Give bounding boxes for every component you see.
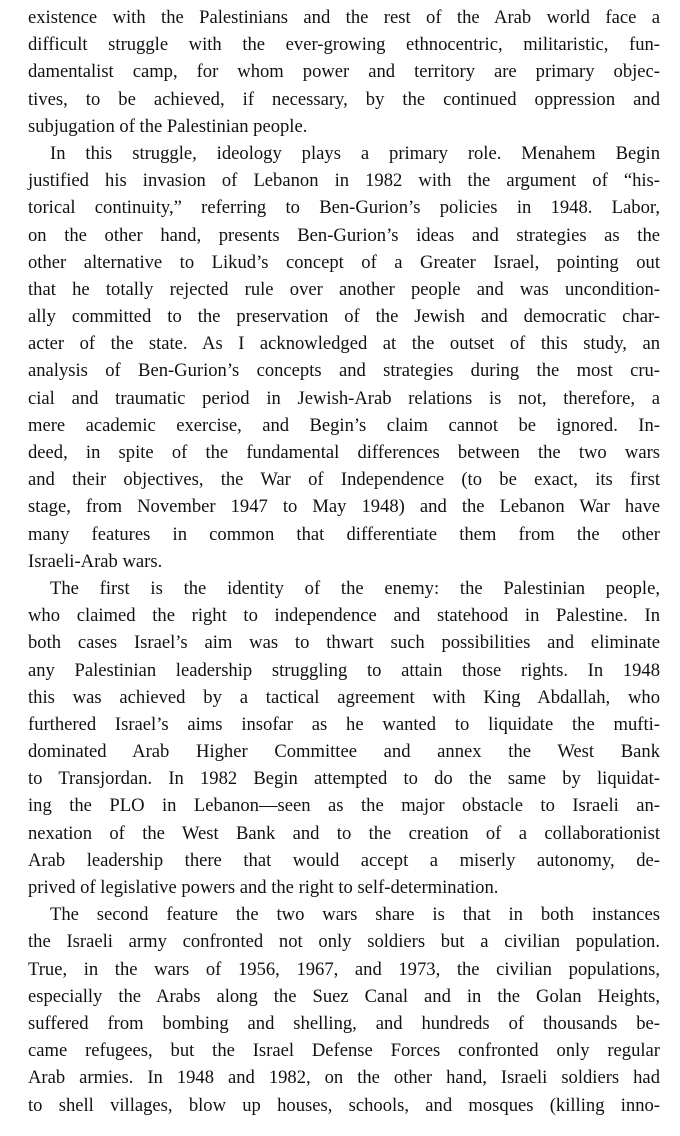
text-line: Arab leadership there that would accept a miserly autonomy, de- [28, 849, 660, 871]
text-line: existence with the Palestinians and the rest of the Arab world face a [28, 7, 660, 28]
text-line: deed, in spite of the fundamental differences between the two wars [28, 442, 660, 463]
text-line: True, in the wars of 1956, 1967, and 1973, the civilian populations, [28, 958, 660, 980]
text-line: subjugation of the Palestinian people. [28, 115, 308, 137]
text-line: cial and traumatic period in Jewish-Arab relations is not, therefore, a [28, 387, 660, 409]
paragraph-2 [28, 140, 660, 575]
text-line: Arab armies. In 1948 and 1982, on the other hand, Israeli soldiers had [28, 1067, 660, 1089]
text-line: In this struggle, ideology plays a primary role. Menahem Begin [50, 142, 660, 164]
text-line: prived of legislative powers and the right to self-determination. [28, 877, 499, 898]
text-line: tives, to be achieved, if necessary, by the continued oppression and [28, 88, 660, 110]
text-line: that he totally rejected rule over another people and was uncondition- [28, 278, 660, 300]
text-line: any Palestinian leadership struggling to attain those rights. In 1948 [28, 659, 660, 681]
text-line: came refugees, but the Israel Defense Forces confronted only regular [28, 1040, 660, 1062]
text-line: nexation of the West Bank and to the creation of a collaborationist [28, 822, 660, 844]
text-line: suffered from bombing and shelling, and hundreds of thousands be- [28, 1012, 660, 1034]
paragraph-1 [28, 4, 660, 140]
text-line: The second feature the two wars share is that in both instances [50, 904, 660, 926]
text-line: this was achieved by a tactical agreement with King Abdallah, who [28, 686, 660, 708]
text-line: difficult struggle with the ever-growing ethnocentric, militaristic, fun- [28, 34, 660, 56]
text-line: ally committed to the preservation of the Jewish and democratic char- [28, 306, 660, 328]
text-line: other alternative to Likud’s concept of a Greater Israel, pointing out [28, 251, 660, 273]
text-line: analysis of Ben-Gurion’s concepts and strategies during the most cru- [28, 360, 660, 382]
text-line: mere academic exercise, and Begin’s claim cannot be ignored. In- [28, 414, 660, 436]
text-line: furthered Israel’s aims insofar as he wanted to liquidate the mufti- [28, 713, 660, 735]
text-line: on the other hand, presents Ben-Gurion’s ideas and strategies as the [28, 224, 660, 246]
book-page [28, 4, 660, 1119]
text-line: both cases Israel’s aim was to thwart such possibilities and eliminate [28, 632, 660, 654]
text-line: to shell villages, blow up houses, schools, and mosques (killing inno- [28, 1094, 660, 1116]
text-line: and their objectives, the War of Independence (to be exact, its first [28, 469, 660, 491]
text-line: The first is the identity of the enemy: the Palestinian people, [50, 577, 660, 599]
text-line: to Transjordan. In 1982 Begin attempted to do the same by liquidat- [28, 768, 660, 790]
text-line: especially the Arabs along the Suez Canal and in the Golan Heights, [28, 985, 660, 1007]
text-line: stage, from November 1947 to May 1948) and the Lebanon War have [28, 496, 660, 518]
paragraph-4 [28, 901, 660, 1119]
text-line: Israeli-Arab wars. [28, 550, 163, 572]
text-line: dominated Arab Higher Committee and annex the West Bank [28, 741, 660, 763]
text-line: ing the PLO in Lebanon—seen as the major obstacle to Israeli an- [28, 795, 660, 817]
text-line: many features in common that differentiate them from the other [28, 523, 660, 545]
text-line: damentalist camp, for whom power and territory are primary objec- [28, 61, 660, 83]
text-line: who claimed the right to independence and statehood in Palestine. In [28, 605, 660, 627]
text-line: the Israeli army confronted not only soldiers but a civilian population. [28, 931, 660, 953]
text-line: justified his invasion of Lebanon in 1982 with the argument of “his- [28, 170, 660, 192]
text-line: acter of the state. As I acknowledged at the outset of this study, an [28, 333, 660, 355]
text-line: torical continuity,” referring to Ben-Gurion’s policies in 1948. Labor, [28, 197, 660, 219]
paragraph-3 [28, 575, 660, 901]
